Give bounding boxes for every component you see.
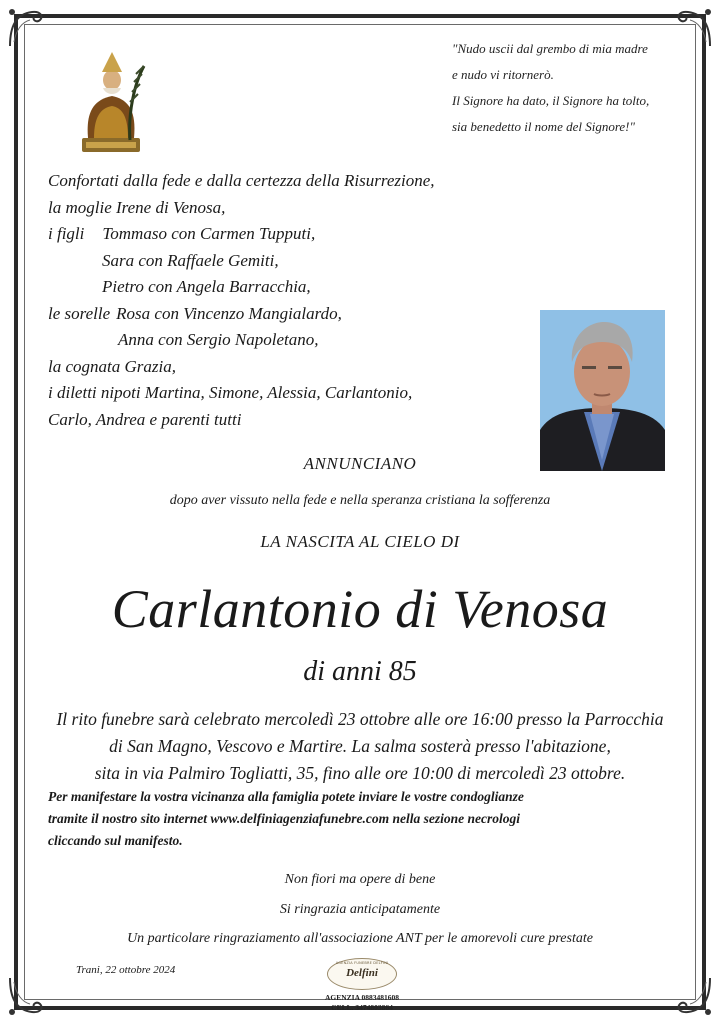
- family-line: Anna con Sergio Napoletano,: [118, 330, 319, 349]
- family-line: Carlo, Andrea e parenti tutti: [48, 409, 242, 429]
- family-line: Sara con Raffaele Gemiti,: [102, 250, 279, 270]
- quote-line: "Nudo uscii dal grembo di mia madre: [452, 41, 648, 56]
- logo-name: Delfini: [346, 967, 378, 979]
- deceased-name: Carlantonio di Venosa: [111, 579, 609, 639]
- ornamental-corner-icon: [6, 974, 50, 1018]
- family-line: [48, 221, 518, 248]
- funeral-details: [30, 706, 690, 787]
- family-line: Pietro con Angela Barracchia,: [102, 277, 311, 296]
- ornamental-corner-icon: [6, 6, 50, 50]
- non-fiori-line: Non fiori ma opere di bene: [284, 872, 436, 887]
- sorelle-entry: Rosa con Vincenzo Mangialardo,: [116, 303, 342, 323]
- quote-line: Il Signore ha dato, il Signore ha tolto,: [452, 93, 650, 108]
- portrait-photo: [540, 310, 665, 471]
- condolences-line: Per manifestare la vostra vicinanza alla famiglia potete inviare le vostre condoglianze: [48, 789, 524, 804]
- cell-phone: CELL. 3474803864: [331, 1003, 393, 1012]
- particolare-line: Un particolare ringraziamento all'associazione ANT per le amorevoli cure prestate: [127, 931, 593, 946]
- sorelle-label: le sorelle: [48, 303, 111, 323]
- quote-line: e nudo vi ritornerò.: [452, 67, 554, 82]
- nascita-heading: LA NASCITA AL CIELO DI: [260, 532, 460, 551]
- family-line: la moglie Irene di Venosa,: [48, 197, 226, 217]
- condolences-line: cliccando sul manifesto.: [48, 833, 183, 848]
- deceased-age: di anni 85: [303, 656, 417, 687]
- family-list: [48, 168, 518, 433]
- annunciano-heading: ANNUNCIANO: [303, 454, 417, 473]
- family-line: Confortati dalla fede e dalla certezza della Risurrezione,: [48, 171, 435, 190]
- family-line: la cognata Grazia,: [48, 356, 176, 376]
- figli-entry: Tommaso con Carmen Tupputi,: [102, 224, 316, 243]
- funeral-line: di San Magno, Vescovo e Martire. La salma sosterà presso l'abitazione,: [109, 736, 611, 756]
- notice-date: Trani, 22 ottobre 2024: [76, 964, 176, 976]
- funeral-line: sita in via Palmiro Togliatti, 35, fino alle ore 10:00 di mercoledì 23 ottobre.: [94, 763, 626, 783]
- condolences-line: tramite il nostro sito internet www.delfiniagenziafunebre.com nella sezione necrologi: [48, 811, 521, 826]
- quote-line: sia benedetto il nome del Signore!": [452, 119, 635, 134]
- agency-phone: AGENZIA 0883481608: [325, 993, 399, 1002]
- figli-label: i figli: [48, 224, 85, 243]
- bible-quote: [452, 36, 692, 140]
- agency-logo: [310, 958, 414, 1016]
- ornamental-corner-icon: [670, 974, 714, 1018]
- family-line: i diletti nipoti Martina, Simone, Alessia, Carlantonio,: [48, 383, 413, 402]
- family-line: [48, 301, 518, 328]
- funeral-line: Il rito funebre sarà celebrato mercoledì 23 ottobre alle ore 16:00 presso la Parrocchia: [56, 709, 664, 729]
- condolences-note: [48, 786, 688, 852]
- dopo-line: dopo aver vissuto nella fede e nella speranza cristiana la sofferenza: [169, 493, 551, 508]
- logo-top-text: AGENZIA FUNEBRE DELFINI: [335, 961, 389, 965]
- ringrazia-line: Si ringrazia anticipatamente: [279, 902, 441, 917]
- saint-statue-icon: [72, 44, 152, 156]
